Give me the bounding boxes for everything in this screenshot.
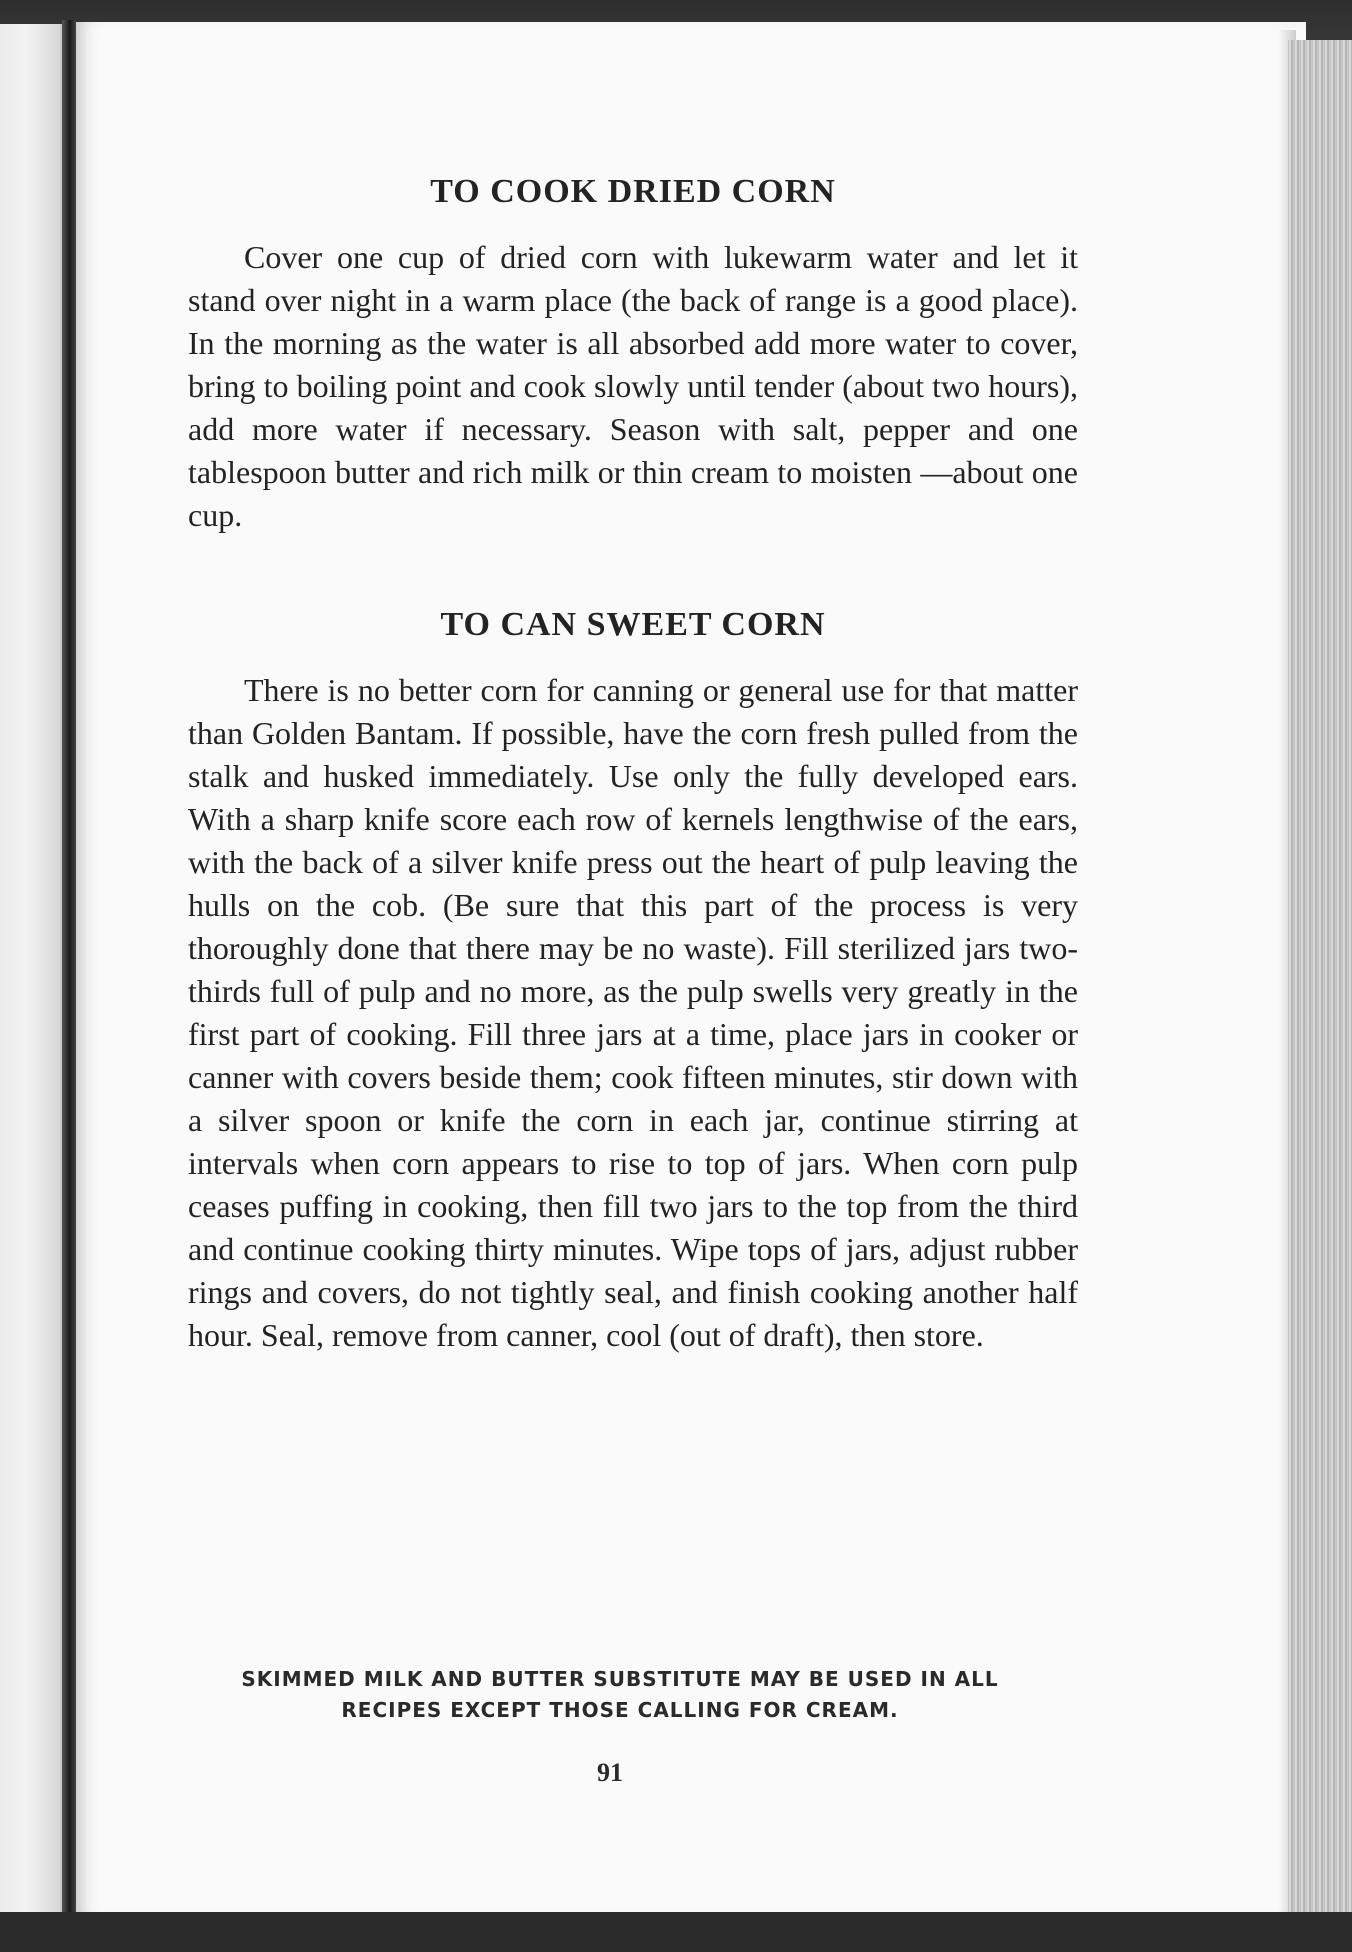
scan-background-bottom xyxy=(0,1912,1352,1952)
book-gutter xyxy=(62,20,76,1930)
page-number: 91 xyxy=(597,1758,623,1787)
facing-page-edge xyxy=(0,24,66,1924)
recipe-body-sweet-corn: There is no better corn for canning or general use for that matter than Golden Bantam. If possible, have the corn fresh pulled from the stalk and husked immediately. Use only the fully developed ears. With a sharp knife score each row of kernels lengthwise of the ears, with the back of a silver knife press out the heart of pulp leaving the hulls on the cob. (Be sure that this part of the process is very thoroughly done that there may be no waste). Fill sterilized jars two-thirds full of pulp and no more, as the pulp swells very greatly in the first part of cooking. Fill three jars at a time, place jars in cooker or canner with covers beside them; cook fifteen minutes, stir down with a silver spoon or knife the corn in each jar, continue stirring at intervals when corn appears to rise to top of jars. When corn pulp ceases puffing in cooking, then fill two jars to the top from the third and continue cooking thirty minutes. Wipe tops of jars, adjust rubber rings and covers, do not tightly seal, and finish cooking another half hour. Seal, remove from canner, cool (out of draft), then store. xyxy=(188,672,1078,1353)
footer-note xyxy=(160,1664,1080,1726)
footer-note-line-1: SKIMMED MILK AND BUTTER SUBSTITUTE MAY BE USED IN ALL xyxy=(241,1667,999,1691)
recipe-heading-dried-corn: TO COOK DRIED CORN xyxy=(430,173,836,210)
footer-note-line-2: RECIPES EXCEPT THOSE CALLING FOR CREAM. xyxy=(341,1698,899,1722)
page-content xyxy=(188,170,1078,1357)
page-stack-edges xyxy=(1288,40,1352,1920)
recipe-body-dried-corn: Cover one cup of dried corn with lukewarm water and let it stand over night in a warm place (the back of range is a good place). In the morning as the water is all absorbed add more water to cover, bring to boiling point and cook slowly until tender (about two hours), add more water if necessary. Season with salt, pepper and one tablespoon butter and rich milk or thin cream to moisten —about one cup. xyxy=(188,239,1078,533)
recipe-heading-sweet-corn: TO CAN SWEET CORN xyxy=(440,606,826,643)
